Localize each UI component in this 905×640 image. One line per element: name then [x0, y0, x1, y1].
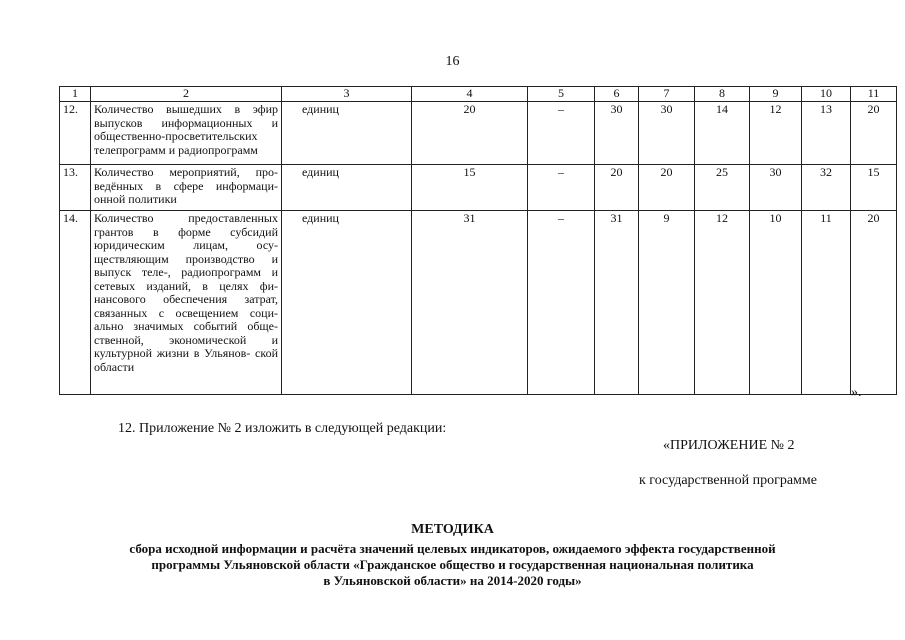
indicators-table — [59, 86, 897, 395]
unit-cell: единиц — [282, 102, 412, 165]
table-row — [60, 211, 897, 395]
header-cell: 2 — [91, 87, 282, 102]
value-cell: 20 — [851, 102, 897, 165]
value-cell: 31 — [412, 211, 528, 395]
value-cell: 20 — [851, 211, 897, 395]
value-cell: 10 — [750, 211, 802, 395]
value-cell: 15 — [412, 165, 528, 211]
indicator-name: Количество вышедших в эфир выпусков информационных и общественно-просветительских телепрограмм и радиопрограмм — [91, 102, 282, 165]
value-cell: – — [528, 211, 595, 395]
method-subtitle-line: программы Ульяновской области «Гражданское общество и государственная национальная политика — [151, 557, 754, 572]
table-row — [60, 165, 897, 211]
appendix-label: «ПРИЛОЖЕНИЕ № 2 — [663, 438, 795, 453]
method-title: МЕТОДИКА — [411, 522, 494, 537]
paragraph-12: 12. Приложение № 2 изложить в следующей редакции: — [118, 421, 447, 436]
closing-quote-mark: ». — [851, 385, 862, 400]
unit-cell: единиц — [282, 165, 412, 211]
indicator-name: Количество предоставленных грантов в форме субсидий юридическим лицам, осу- ществляющим производство и выпуск теле-, радиопрограмм и сетевых изданий, в целях фи- нансового обеспечения затрат, связанных с освещением соци- ально значимых событий обще- ственной, экономической и культурной жизни в Ульянов- ской области — [91, 211, 282, 395]
value-cell: 13 — [802, 102, 851, 165]
header-cell: 7 — [639, 87, 695, 102]
header-cell: 10 — [802, 87, 851, 102]
value-cell: 11 — [802, 211, 851, 395]
value-cell: 9 — [639, 211, 695, 395]
value-cell: 14 — [695, 102, 750, 165]
indicator-name: Количество мероприятий, про- ведённых в сфере информаци- онной политики — [91, 165, 282, 211]
value-cell: 12 — [695, 211, 750, 395]
value-cell: 30 — [639, 102, 695, 165]
value-cell: 20 — [412, 102, 528, 165]
header-cell: 1 — [60, 87, 91, 102]
method-subtitle-line: в Ульяновской области» на 2014-2020 годы» — [323, 573, 582, 588]
value-cell: 20 — [639, 165, 695, 211]
row-number: 14. — [60, 211, 91, 395]
table-row — [60, 102, 897, 165]
unit-cell: единиц — [282, 211, 412, 395]
method-subtitle-line: сбора исходной информации и расчёта значений целевых индикаторов, ожидаемого эффекта государственной — [129, 541, 776, 556]
header-cell: 11 — [851, 87, 897, 102]
value-cell: 32 — [802, 165, 851, 211]
header-cell: 5 — [528, 87, 595, 102]
row-number: 12. — [60, 102, 91, 165]
value-cell: 31 — [595, 211, 639, 395]
value-cell: 30 — [750, 165, 802, 211]
row-number: 13. — [60, 165, 91, 211]
value-cell: – — [528, 102, 595, 165]
value-cell: 15 — [851, 165, 897, 211]
header-cell: 9 — [750, 87, 802, 102]
value-cell: 20 — [595, 165, 639, 211]
page-number: 16 — [445, 54, 460, 69]
method-subtitle — [0, 541, 905, 589]
header-cell: 6 — [595, 87, 639, 102]
value-cell: 25 — [695, 165, 750, 211]
value-cell: – — [528, 165, 595, 211]
table-header-row — [60, 87, 897, 102]
appendix-reference: к государственной программе — [639, 473, 817, 488]
header-cell: 3 — [282, 87, 412, 102]
header-cell: 8 — [695, 87, 750, 102]
header-cell: 4 — [412, 87, 528, 102]
value-cell: 12 — [750, 102, 802, 165]
value-cell: 30 — [595, 102, 639, 165]
